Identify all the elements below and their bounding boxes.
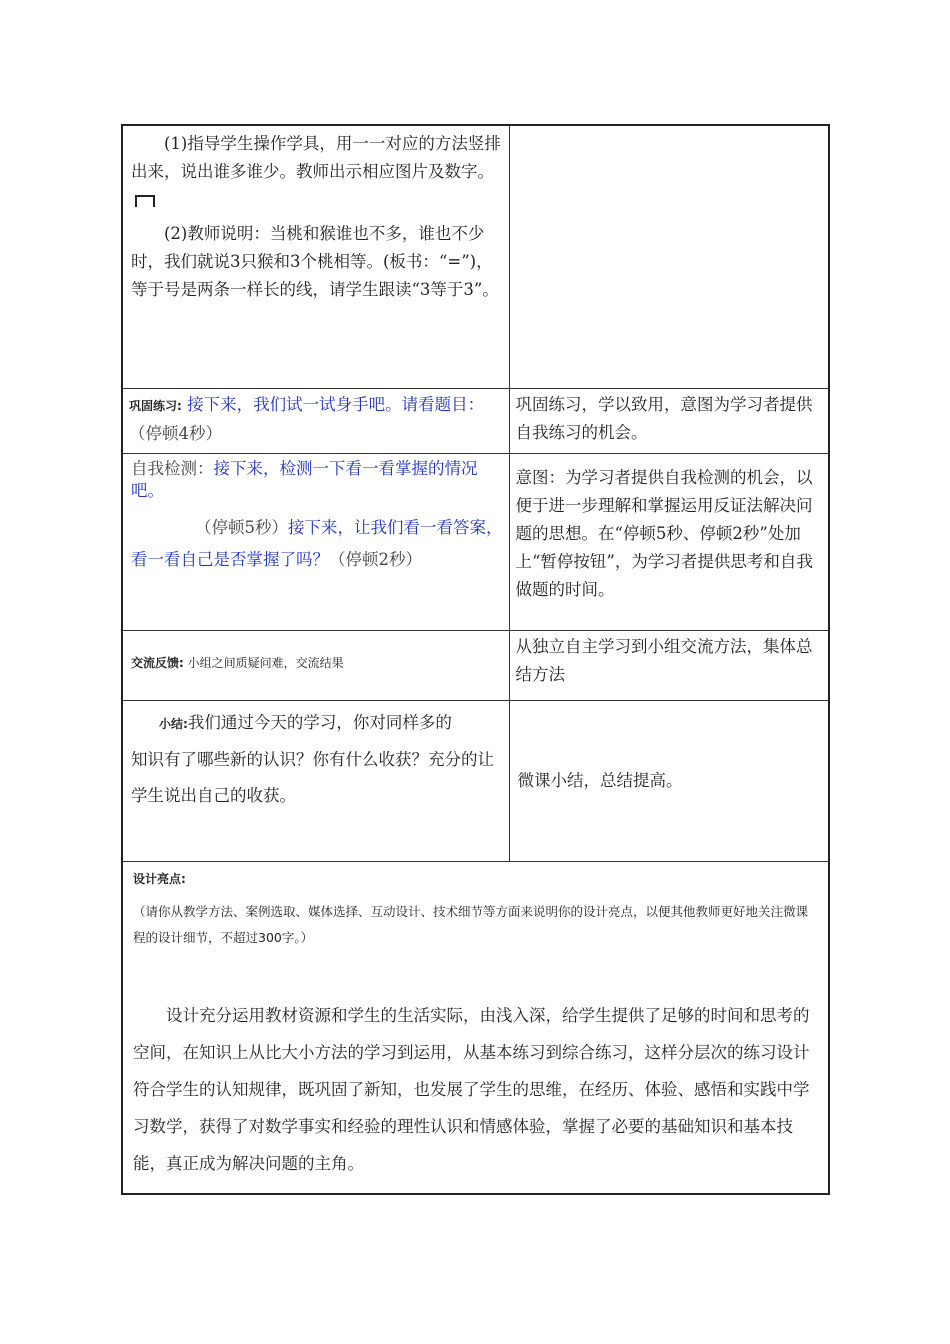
highlight-label: 设计亮点: — [133, 871, 186, 886]
exchange-row — [122, 630, 829, 700]
selfcheck-label: 自我检测： — [131, 458, 214, 478]
guide-note-cell — [509, 125, 829, 388]
guide-row — [122, 125, 829, 388]
practice-note-cell — [509, 388, 829, 453]
highlight-cell — [122, 861, 829, 1194]
summary-text-2: 知识有了哪些新的认识？你有什么收获？充分的让学生说出自己的收获。 — [131, 749, 494, 805]
selfcheck-text-3: 看一看自己是否掌握了吗？ — [131, 549, 329, 569]
highlight-hint: （请你从教学方法、案例选取、媒体选择、互动设计、技术细节等方面来说明你的设计亮点，以便其他教师更好地关注微课程的设计细节，不超过300字。） — [133, 903, 809, 945]
exchange-label: 交流反馈: — [131, 655, 184, 670]
practice-note: 巩固练习，学以致用，意图为学习者提供自我练习的机会。 — [515, 394, 813, 442]
exchange-cell — [122, 630, 509, 700]
practice-pause: （停顿4秒） — [129, 423, 222, 443]
selfcheck-text-2: 接下来，让我们看一看答案， — [288, 517, 503, 537]
summary-cell — [122, 700, 509, 861]
selfcheck-cell — [122, 453, 509, 630]
guide-cell — [122, 125, 509, 388]
practice-cell — [122, 388, 509, 453]
guide-step-2: (2)教师说明：当桃和猴谁也不多，谁也不少时，我们就说3只猴和3个桃相等。(板书：“=”)，等于号是两条一样长的线，请学生跟读“3等于3”。 — [131, 224, 499, 299]
highlight-body: 设计充分运用教材资源和学生的生活实际，由浅入深，给学生提供了足够的时间和思考的空间，在知识上从比大小方法的学习到运用，从基本练习到综合练习，这样分层次的练习设计符合学生的认知规律，既巩固了新知，也发展了学生的思维，在经历、体验、感悟和实践中学习数学，获得了对数学事实和经验的理性认识和情感体验，掌握了必要的基础知识和基本技能，真正成为解决问题的主角。 — [133, 1005, 810, 1173]
selfcheck-note-cell — [509, 453, 829, 630]
insert-mark — [135, 195, 155, 207]
exchange-note-cell — [509, 630, 829, 700]
summary-row — [122, 700, 829, 861]
selfcheck-row — [122, 453, 829, 630]
selfcheck-pause-2: （停顿2秒） — [329, 549, 422, 569]
practice-text: 接下来，我们试一试身手吧。请看题目： — [187, 394, 485, 414]
selfcheck-note: 意图：为学习者提供自我检测的机会，以便于进一步理解和掌握运用反证法解决问题的思想。在“停顿5秒、停顿2秒”处加上“暂停按钮”，为学习者提供思考和自我做题的时间。 — [515, 467, 813, 599]
summary-label: 小结: — [159, 716, 188, 731]
exchange-text: 小组之间质疑问难，交流结果 — [187, 655, 344, 670]
summary-note: 微课小结，总结提高。 — [517, 770, 683, 790]
exchange-note: 从独立自主学习到小组交流方法，集体总结方法 — [515, 636, 813, 684]
selfcheck-pause-1: （停顿5秒） — [195, 517, 288, 537]
selfcheck-text-1: 接下来，检测一下看一看掌握的情况吧。 — [131, 458, 478, 500]
summary-note-cell — [509, 700, 829, 861]
summary-text-1: 我们通过今天的学习，你对同样多的 — [187, 712, 452, 732]
guide-step-1: (1)指导学生操作学具，用一一对应的方法竖排出来，说出谁多谁少。教师出示相应图片及数字。 — [131, 134, 501, 181]
practice-label: 巩固练习: — [129, 398, 182, 413]
lesson-plan-table — [121, 124, 830, 1195]
highlight-row — [122, 861, 829, 1194]
practice-row — [122, 388, 829, 453]
